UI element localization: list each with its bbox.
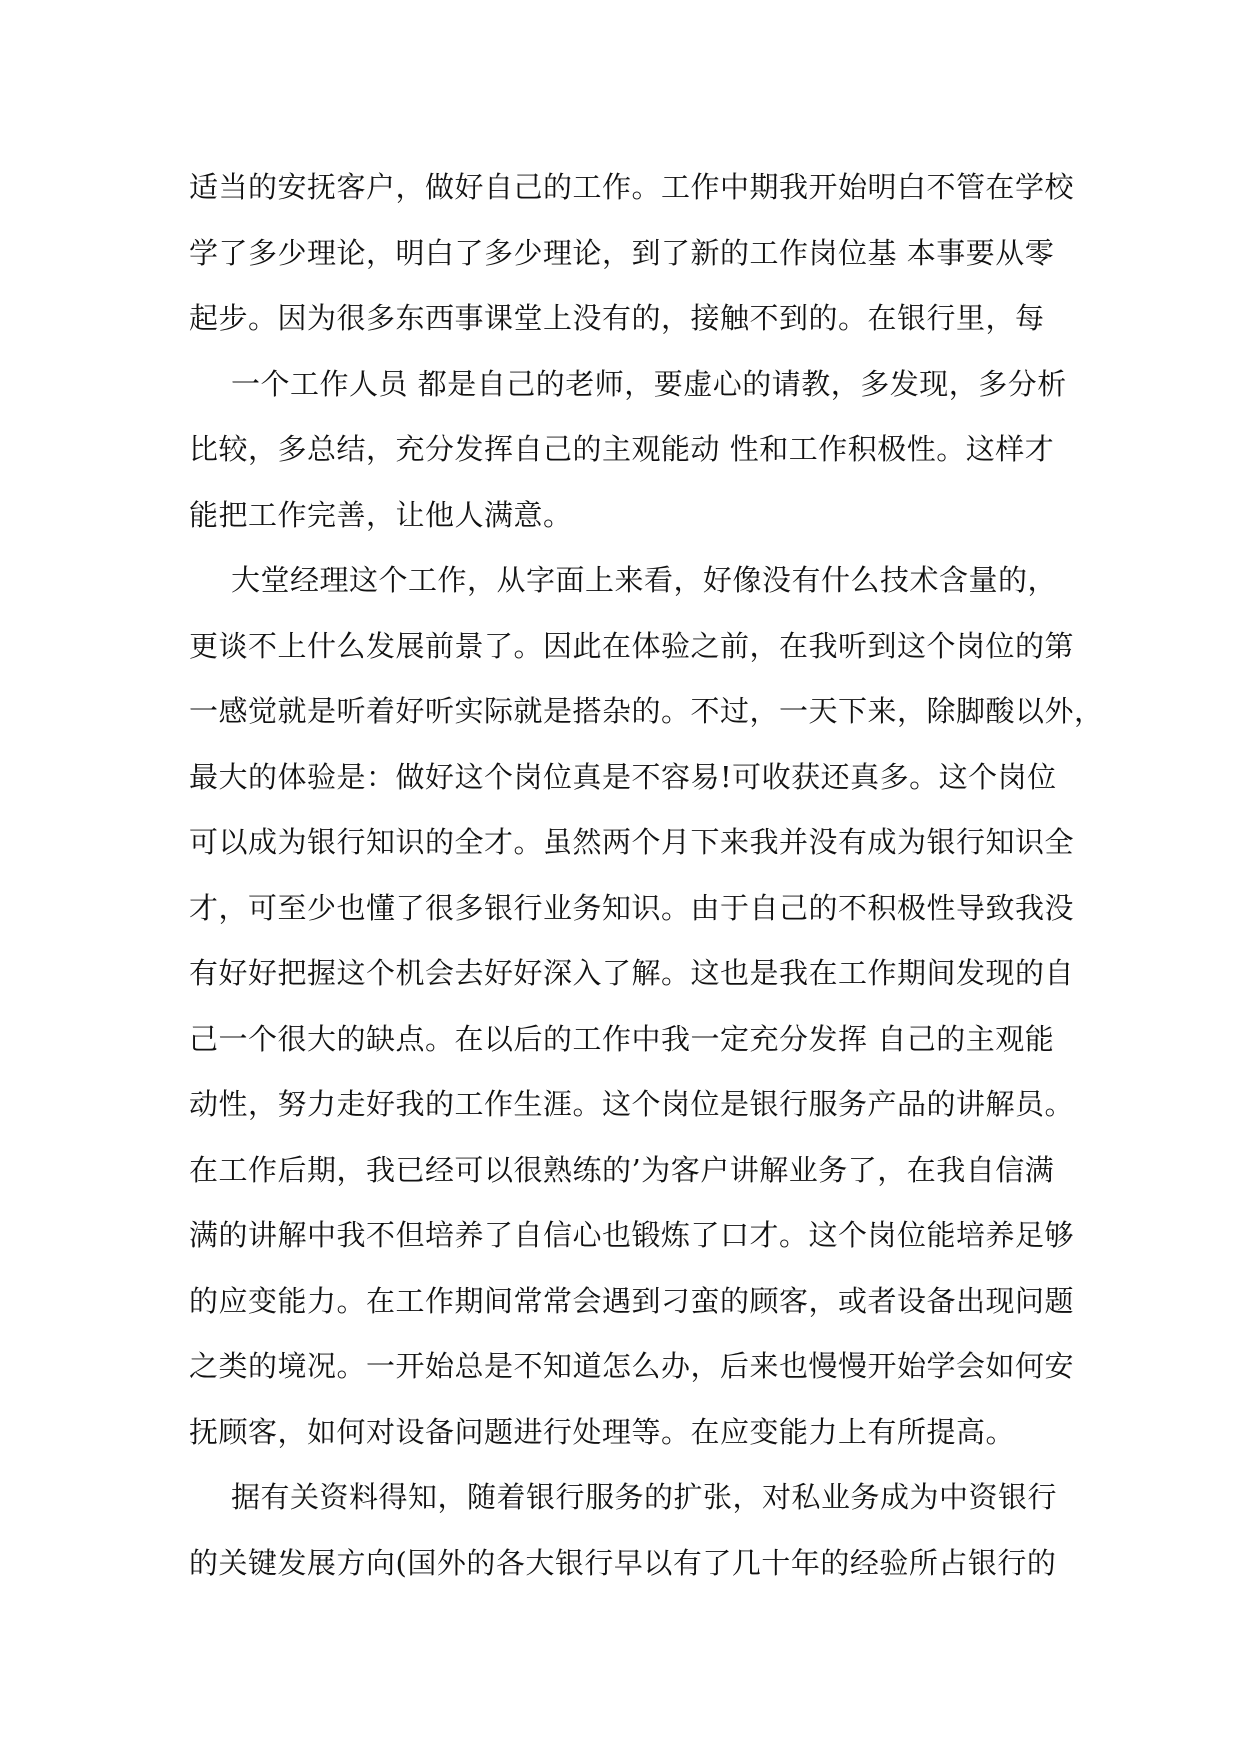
text-line: 在工作后期，我已经可以很熟练的’为客户讲解业务了，在我自信满: [189, 1152, 1055, 1187]
text-line: 更谈不上什么发展前景了。因此在体验之前，在我听到这个岗位的第: [189, 628, 1075, 663]
text-line: 动性，努力走好我的工作生涯。这个岗位是银行服务产品的讲解员。: [189, 1087, 1075, 1121]
text-line: 之类的境况。一开始总是不知道怎么办，后来也慢慢开始学会如何安: [189, 1349, 1075, 1383]
text-line: 大堂经理这个工作，从字面上来看，好像没有什么技术含量的，: [231, 563, 1058, 597]
text-line: 起步。因为很多东西事课堂上没有的，接触不到的。在银行里，每: [189, 301, 1045, 335]
text-line: 一个工作人员 都是自己的老师，要虚心的请教，多发现，多分析: [231, 366, 1067, 401]
text-line: 的应变能力。在工作期间常常会遇到刁蛮的顾客，或者设备出现问题: [189, 1283, 1075, 1318]
text-line: 有好好把握这个机会去好好深入了解。这也是我在工作期间发现的自: [189, 956, 1075, 990]
text-line: 抚顾客，如何对设备问题进行处理等。在应变能力上有所提高。: [189, 1414, 1016, 1449]
text-line: 最大的体验是：做好这个岗位真是不容易!可收获还真多。这个岗位: [189, 759, 1057, 794]
text-line: 可以成为银行知识的全才。虽然两个月下来我并没有成为银行知识全: [189, 825, 1075, 859]
text-line: 的关键发展方向(国外的各大银行早以有了几十年的经验所占银行的: [189, 1545, 1057, 1580]
text-line: 适当的安抚客户，做好自己的工作。工作中期我开始明白不管在学校: [189, 170, 1075, 204]
text-line: 一感觉就是听着好听实际就是搭杂的。不过，一天下来，除脚酸以外，: [189, 694, 1104, 728]
text-line: 学了多少理论，明白了多少理论，到了新的工作岗位基 本事要从零: [189, 235, 1055, 270]
text-line: 满的讲解中我不但培养了自信心也锻炼了口才。这个岗位能培养足够: [189, 1218, 1075, 1252]
text-line: 才，可至少也懂了很多银行业务知识。由于自己的不积极性导致我没: [189, 890, 1075, 925]
text-line: 据有关资料得知，随着银行服务的扩张，对私业务成为中资银行: [231, 1480, 1058, 1514]
text-line: 比较，多总结，充分发挥自己的主观能动 性和工作积极性。这样才: [189, 432, 1055, 466]
text-line: 己一个很大的缺点。在以后的工作中我一定充分发挥 自己的主观能: [189, 1021, 1055, 1056]
body-text: [189, 155, 1104, 1596]
text-line: 能把工作完善，让他人满意。: [189, 497, 573, 532]
